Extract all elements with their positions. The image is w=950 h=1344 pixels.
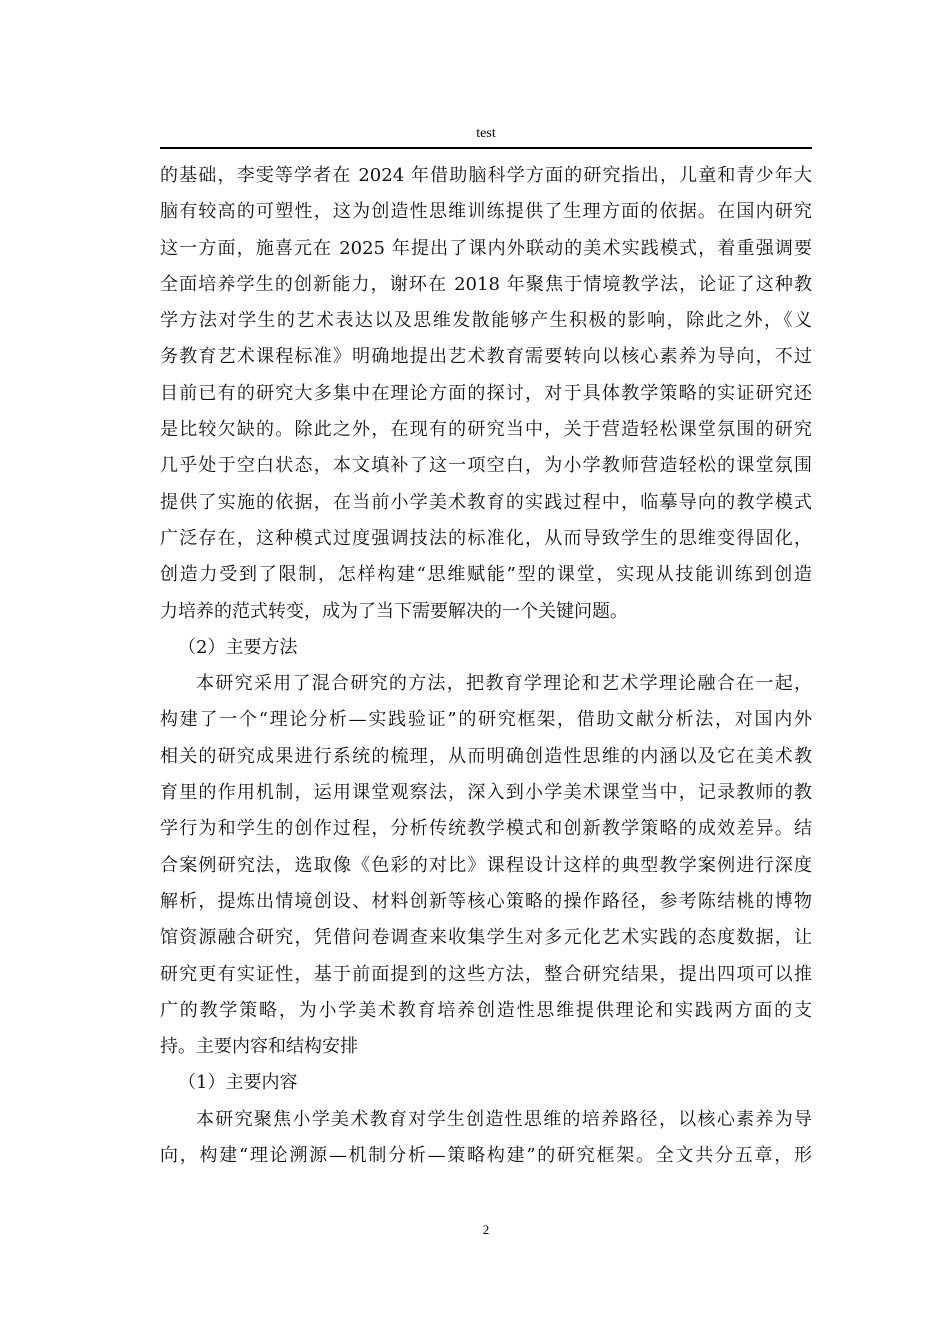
section-heading: （2）主要方法 [178, 636, 298, 658]
text-line: 持。主要内容和结构安排 [160, 1036, 358, 1058]
text-line: 馆资源融合研究，凭借问卷调查来收集学生对多元化艺术实践的态度数据，让 [160, 927, 812, 949]
text-line: 本研究采用了混合研究的方法，把教育学理论和艺术学理论融合在一起， [196, 673, 812, 695]
text-line: 创造力受到了限制，怎样构建“思维赋能”型的课堂，实现从技能训练到创造 [160, 564, 812, 586]
page-number: 2 [482, 1222, 490, 1237]
text-line: 广泛存在，这种模式过度强调技法的标准化，从而导致学生的思维变得固化， [160, 527, 812, 549]
text-line: 这一方面，施喜元在 2025 年提出了课内外联动的美术实践模式，着重强调要 [160, 237, 812, 259]
text-line: 力培养的范式转变，成为了当下需要解决的一个关键问题。 [160, 600, 628, 622]
text-line: 研究更有实证性，基于前面提到的这些方法，整合研究结果，提出四项可以推 [160, 963, 812, 985]
text-line: 广的教学策略，为小学美术教育培养创造性思维提供理论和实践两方面的支 [160, 999, 812, 1021]
text-line: 学行为和学生的创作过程，分析传统教学模式和创新教学策略的成效差异。结 [160, 818, 812, 840]
text-line: 向，构建“理论溯源—机制分析—策略构建”的研究框架。全文共分五章，形 [160, 1145, 812, 1167]
text-line: 学方法对学生的艺术表达以及思维发散能够产生积极的影响，除此之外，《义 [160, 310, 812, 332]
text-line: 的基础，李雯等学者在 2024 年借助脑科学方面的研究指出，儿童和青少年大 [160, 165, 812, 186]
text-line: 务教育艺术课程标准》明确地提出艺术教育需要转向以核心素养为导向，不过 [160, 346, 812, 368]
header-divider [160, 147, 812, 149]
running-header: test [476, 126, 496, 141]
text-line: 提供了实施的依据，在当前小学美术教育的实践过程中，临摹导向的教学模式 [160, 491, 812, 513]
body-text [160, 158, 812, 1174]
section-heading: （1）主要内容 [178, 1072, 298, 1094]
text-line: 相关的研究成果进行系统的梳理，从而明确创造性思维的内涵以及它在美术教 [160, 745, 812, 767]
text-line: 合案例研究法，选取像《色彩的对比》课程设计这样的典型教学案例进行深度 [160, 854, 812, 876]
text-line: 脑有较高的可塑性，这为创造性思维训练提供了生理方面的依据。在国内研究 [160, 201, 812, 223]
text-line: 几乎处于空白状态，本文填补了这一项空白，为小学教师营造轻松的课堂氛围 [160, 455, 812, 477]
text-line: 本研究聚焦小学美术教育对学生创造性思维的培养路径，以核心素养为导 [196, 1108, 812, 1130]
text-line: 全面培养学生的创新能力，谢环在 2018 年聚焦于情境教学法，论证了这种教 [160, 273, 812, 295]
text-line: 育里的作用机制，运用课堂观察法，深入到小学美术课堂当中，记录教师的教 [160, 782, 812, 804]
text-line: 解析，提炼出情境创设、材料创新等核心策略的操作路径，参考陈结桃的博物 [160, 890, 812, 912]
text-line: 目前已有的研究大多集中在理论方面的探讨，对于具体教学策略的实证研究还 [160, 382, 812, 404]
text-line: 构建了一个“理论分析—实践验证”的研究框架，借助文献分析法，对国内外 [160, 709, 812, 731]
text-line: 是比较欠缺的。除此之外，在现有的研究当中，关于营造轻松课堂氛围的研究 [160, 419, 812, 441]
